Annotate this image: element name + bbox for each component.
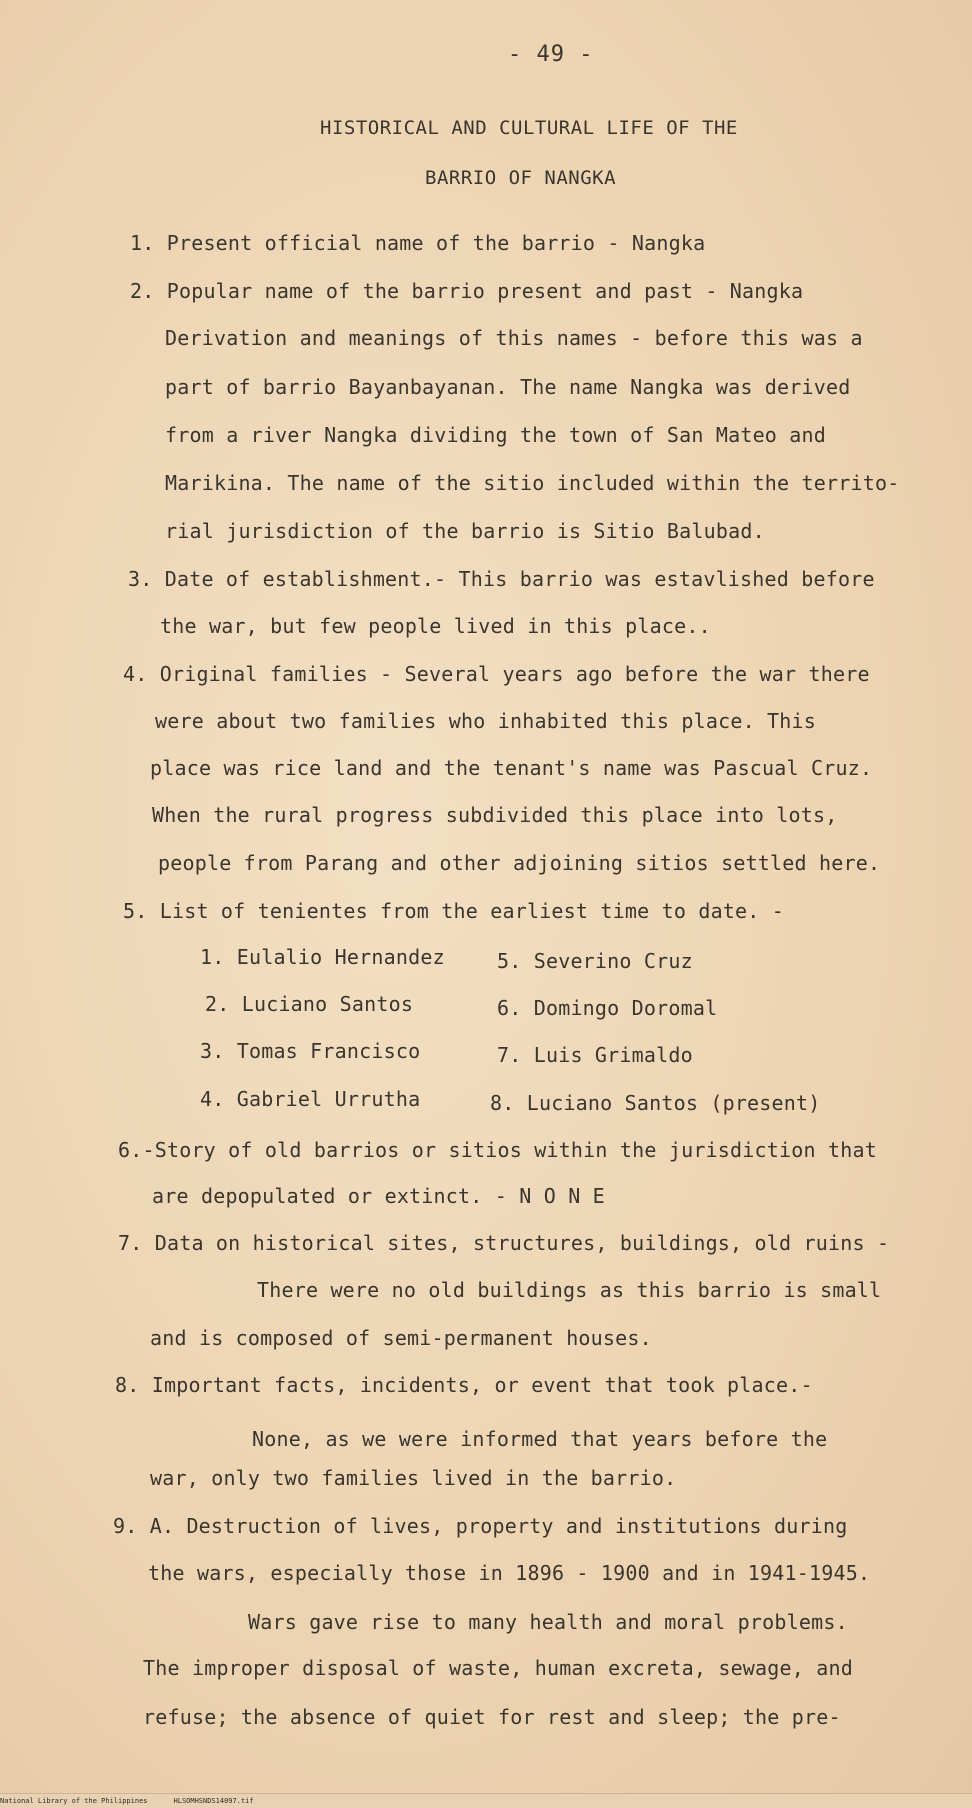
item-4-line: place was rice land and the tenant's name was Pascual Cruz. bbox=[150, 756, 873, 780]
item-9-line: the wars, especially those in 1896 - 1900 and in 1941-1945. bbox=[148, 1561, 871, 1585]
item-8-line: war, only two families lived in the barrio. bbox=[150, 1466, 677, 1490]
item-7-line: and is composed of semi-permanent houses. bbox=[150, 1326, 652, 1350]
item-1-line: 1. Present official name of the barrio - Nangka bbox=[130, 231, 706, 255]
item-3-line: 3. Date of establishment.- This barrio was estavlished before bbox=[128, 567, 875, 591]
document-title-line-1: HISTORICAL AND CULTURAL LIFE OF THE bbox=[320, 117, 738, 139]
item-9-line: Wars gave rise to many health and moral problems. bbox=[248, 1610, 848, 1634]
footer-file-id: HLSOMHSNDS14097.tif bbox=[173, 1797, 254, 1805]
teniente-entry: 2. Luciano Santos bbox=[205, 992, 414, 1016]
document-title-line-2: BARRIO OF NANGKA bbox=[425, 167, 617, 189]
teniente-entry: 4. Gabriel Urrutha bbox=[200, 1087, 421, 1111]
item-6-line: 6.-Story of old barrios or sitios within the jurisdiction that bbox=[118, 1138, 877, 1162]
item-2-line: 2. Popular name of the barrio present and past - Nangka bbox=[130, 279, 804, 303]
item-2-line: rial jurisdiction of the barrio is Sitio Balubad. bbox=[165, 519, 765, 543]
item-4-line: When the rural progress subdivided this place into lots, bbox=[152, 803, 838, 827]
teniente-entry: 8. Luciano Santos (present) bbox=[490, 1091, 821, 1115]
teniente-entry: 5. Severino Cruz bbox=[497, 949, 693, 973]
teniente-entry: 1. Eulalio Hernandez bbox=[200, 945, 445, 969]
item-4-line: were about two families who inhabited this place. This bbox=[155, 709, 817, 733]
teniente-entry: 6. Domingo Doromal bbox=[497, 996, 718, 1020]
item-3-line: the war, but few people lived in this place.. bbox=[160, 614, 711, 638]
item-7-line: There were no old buildings as this barrio is small bbox=[257, 1278, 882, 1302]
item-7-line: 7. Data on historical sites, structures, buildings, old ruins - bbox=[118, 1231, 890, 1255]
page-number: - 49 - bbox=[508, 42, 594, 67]
scan-footer bbox=[0, 1797, 972, 1806]
item-4-line: people from Parang and other adjoining sitios settled here. bbox=[158, 851, 881, 875]
item-2-line: Derivation and meanings of this names - before this was a bbox=[165, 326, 863, 350]
item-9-line: refuse; the absence of quiet for rest and sleep; the pre- bbox=[143, 1705, 841, 1729]
item-8-line: None, as we were informed that years before the bbox=[252, 1427, 828, 1451]
item-2-line: Marikina. The name of the sitio included within the territo- bbox=[165, 471, 900, 495]
item-2-line: from a river Nangka dividing the town of San Mateo and bbox=[165, 423, 827, 447]
item-4-line: 4. Original families - Several years ago before the war there bbox=[123, 662, 870, 686]
teniente-entry: 7. Luis Grimaldo bbox=[497, 1043, 693, 1067]
item-8-line: 8. Important facts, incidents, or event that took place.- bbox=[115, 1373, 813, 1397]
item-6-line: are depopulated or extinct. - N O N E bbox=[152, 1184, 605, 1208]
item-2-line: part of barrio Bayanbayanan. The name Nangka was derived bbox=[165, 375, 851, 399]
item-9-line: The improper disposal of waste, human excreta, sewage, and bbox=[143, 1656, 853, 1680]
item-5-line: 5. List of tenientes from the earliest time to date. - bbox=[123, 899, 785, 923]
footer-library-name: National Library of the Philippines bbox=[0, 1797, 148, 1805]
item-9-line: 9. A. Destruction of lives, property and institutions during bbox=[113, 1514, 848, 1538]
teniente-entry: 3. Tomas Francisco bbox=[200, 1039, 421, 1063]
